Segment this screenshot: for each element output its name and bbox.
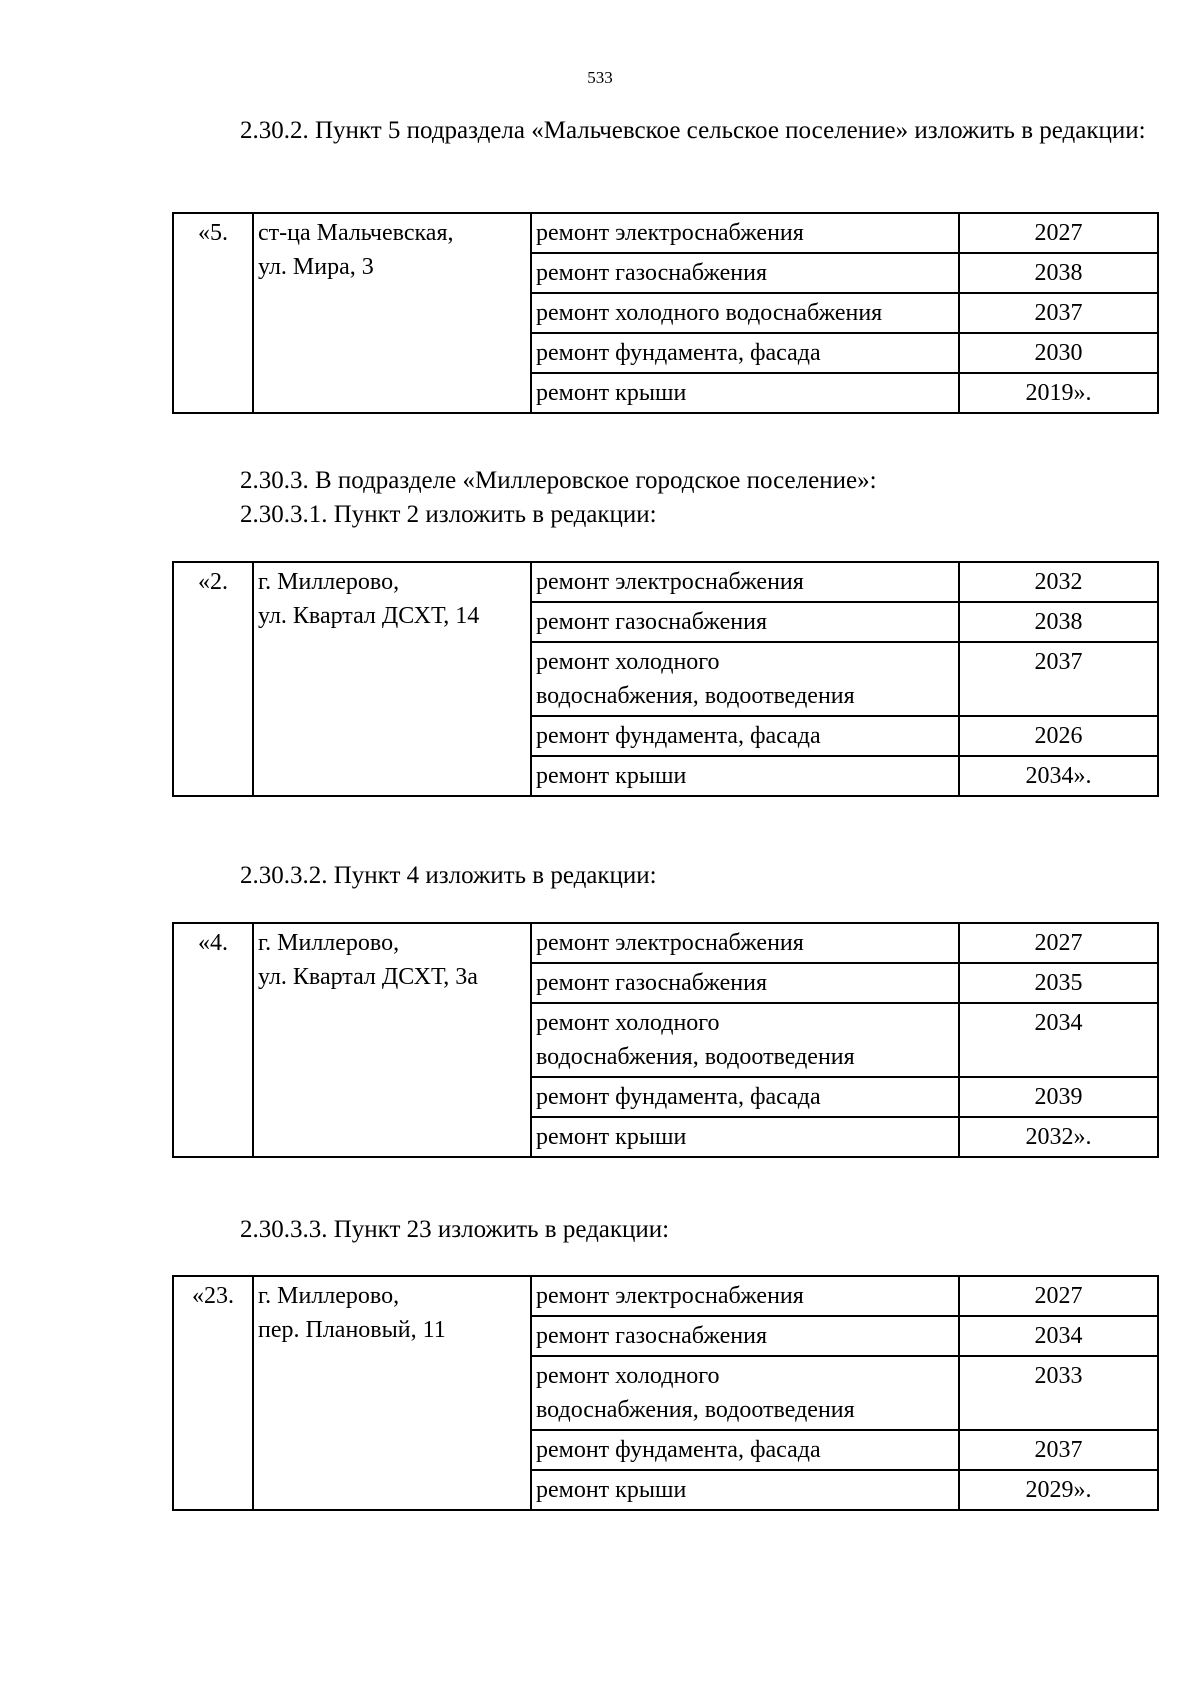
- work-year: 2039: [959, 1077, 1158, 1117]
- paragraph-2-30-3: 2.30.3. В подразделе «Миллеровское городское поселение»:: [240, 467, 877, 494]
- work-type: ремонт крыши: [531, 1470, 959, 1510]
- work-type: ремонт холодного водоснабжения: [531, 293, 959, 333]
- work-type: ремонт фундамента, фасада: [531, 716, 959, 756]
- work-year: 2032».: [959, 1117, 1158, 1157]
- work-year: 2032: [959, 562, 1158, 602]
- work-year: 2030: [959, 333, 1158, 373]
- work-year: 2037: [959, 293, 1158, 333]
- work-type: ремонт газоснабжения: [531, 1316, 959, 1356]
- work-year: 2033: [959, 1356, 1158, 1430]
- work-type: ремонт газоснабжения: [531, 963, 959, 1003]
- address-line: г. Миллерово,: [258, 569, 400, 595]
- work-year: 2035: [959, 963, 1158, 1003]
- work-type-line: водоснабжения, водоотведения: [536, 1044, 855, 1070]
- table-row: [173, 213, 1158, 253]
- work-year: 2027: [959, 213, 1158, 253]
- work-year: 2027: [959, 1276, 1158, 1316]
- work-year: 2034: [959, 1003, 1158, 1077]
- work-type: ремонт газоснабжения: [531, 253, 959, 293]
- work-type: ремонт электроснабжения: [531, 1276, 959, 1316]
- item-number: «5.: [173, 213, 253, 413]
- work-type: ремонт фундамента, фасада: [531, 333, 959, 373]
- address-line: ул. Квартал ДСХТ, 14: [258, 603, 480, 629]
- item-address: [253, 213, 531, 413]
- work-year: 2019».: [959, 373, 1158, 413]
- work-type-line: водоснабжения, водоотведения: [536, 683, 855, 709]
- item-address: [253, 562, 531, 796]
- work-year: 2037: [959, 642, 1158, 716]
- work-type-line: ремонт холодного: [536, 1010, 720, 1036]
- table-item-4: [172, 922, 1159, 1158]
- work-year: 2029».: [959, 1470, 1158, 1510]
- work-type: ремонт крыши: [531, 373, 959, 413]
- item-address: [253, 1276, 531, 1510]
- work-type: ремонт электроснабжения: [531, 562, 959, 602]
- paragraph-2-30-3-1: 2.30.3.1. Пункт 2 изложить в редакции:: [240, 501, 657, 528]
- address-line: г. Миллерово,: [258, 1283, 400, 1309]
- work-type-line: ремонт холодного: [536, 649, 720, 675]
- work-type: ремонт крыши: [531, 756, 959, 796]
- work-year: 2034».: [959, 756, 1158, 796]
- work-year: 2027: [959, 923, 1158, 963]
- item-address: [253, 923, 531, 1157]
- work-year: 2038: [959, 253, 1158, 293]
- address-line: ул. Мира, 3: [258, 254, 374, 280]
- item-number: «4.: [173, 923, 253, 1157]
- work-type: [531, 1356, 959, 1430]
- item-number: «2.: [173, 562, 253, 796]
- paragraph-2-30-2: 2.30.2. Пункт 5 подраздела «Мальчевское сельское поселение» изложить в редакции:: [240, 117, 1146, 144]
- table-item-5: [172, 212, 1159, 414]
- work-type: [531, 1003, 959, 1077]
- work-type: ремонт фундамента, фасада: [531, 1430, 959, 1470]
- address-line: ул. Квартал ДСХТ, 3а: [258, 964, 478, 990]
- work-year: 2037: [959, 1430, 1158, 1470]
- table-item-23: [172, 1275, 1159, 1511]
- address-line: ст-ца Мальчевская,: [258, 220, 454, 246]
- paragraph-2-30-3-2: 2.30.3.2. Пункт 4 изложить в редакции:: [240, 862, 657, 889]
- work-type: [531, 642, 959, 716]
- work-year: 2026: [959, 716, 1158, 756]
- work-type: ремонт газоснабжения: [531, 602, 959, 642]
- paragraph-2-30-3-3: 2.30.3.3. Пункт 23 изложить в редакции:: [240, 1216, 670, 1243]
- work-year: 2034: [959, 1316, 1158, 1356]
- table-item-2: [172, 561, 1159, 797]
- page-number: 533: [587, 68, 613, 87]
- table-row: [173, 923, 1158, 963]
- address-line: г. Миллерово,: [258, 930, 400, 956]
- work-year: 2038: [959, 602, 1158, 642]
- table-row: [173, 1276, 1158, 1316]
- address-line: пер. Плановый, 11: [258, 1317, 446, 1343]
- work-type: ремонт электроснабжения: [531, 213, 959, 253]
- work-type: ремонт электроснабжения: [531, 923, 959, 963]
- work-type: ремонт фундамента, фасада: [531, 1077, 959, 1117]
- item-number: «23.: [173, 1276, 253, 1510]
- work-type-line: ремонт холодного: [536, 1363, 720, 1389]
- work-type-line: водоснабжения, водоотведения: [536, 1397, 855, 1423]
- work-type: ремонт крыши: [531, 1117, 959, 1157]
- table-row: [173, 562, 1158, 602]
